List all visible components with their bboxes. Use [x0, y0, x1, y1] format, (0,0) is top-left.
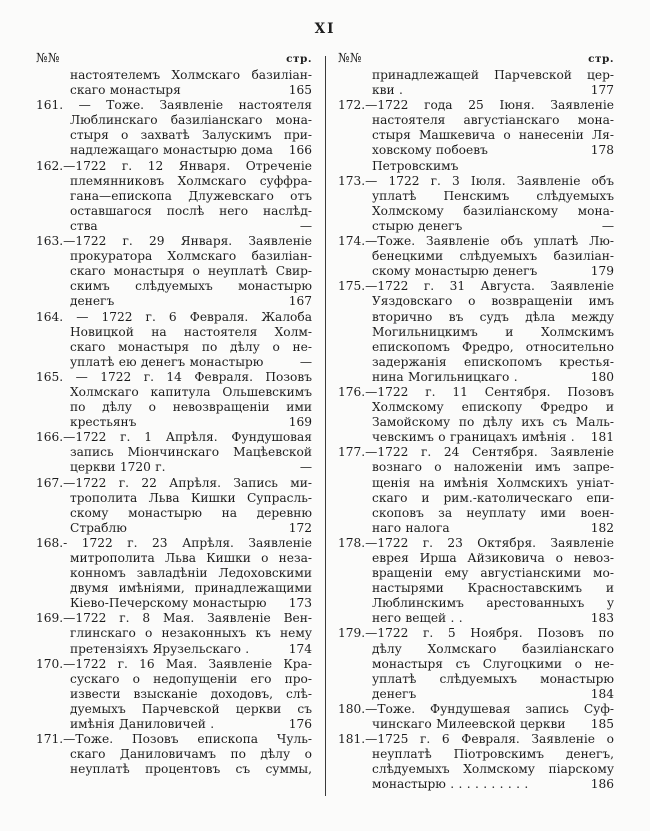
- toc-page-number: 180: [590, 369, 614, 384]
- toc-line-text: кви .: [372, 83, 403, 98]
- toc-page-number: 181: [590, 430, 614, 445]
- toc-line: [338, 445, 614, 460]
- toc-line-text: скоповъ за неуплату ими воен-: [372, 505, 614, 520]
- toc-line: [372, 325, 614, 340]
- toc-line-text: 177.—1722 г. 24 Сентября. Заявленіе: [338, 445, 614, 460]
- toc-page-number: 183: [590, 611, 614, 626]
- column-header-num: №№: [338, 50, 362, 65]
- toc-line-text: Холмскому базиліанскому мона-: [372, 203, 614, 218]
- toc-line-text: еврея Ирша Айзиковича о невоз-: [372, 551, 614, 565]
- toc-line: [70, 68, 312, 83]
- toc-line: [36, 310, 312, 325]
- toc-line-text: скаго монастыря по дѣлу о не-: [70, 339, 312, 354]
- toc-line-text: задержанія епископомъ крестья-: [372, 354, 614, 369]
- toc-page-number: 172: [288, 520, 312, 535]
- toc-line: [372, 355, 614, 370]
- toc-line-text: настоятелемъ Холмскаго базиліан-: [70, 68, 312, 82]
- toc-line: [372, 430, 614, 445]
- toc-line-text: надлежащаго монастырю дома: [70, 143, 273, 158]
- toc-line-text: стырю денегъ: [372, 218, 463, 233]
- toc-page-number: —: [299, 460, 312, 475]
- toc-line: [36, 476, 312, 491]
- toc-line-text: 181.—1725 г. 6 Февраля. Заявленіе о: [338, 732, 614, 747]
- toc-line-text: скимъ слѣдуемыхъ монастырю: [70, 279, 312, 294]
- toc-line: [70, 340, 312, 355]
- toc-line-text: 169.—1722 г. 8 Мая. Заявленіе Вен-: [36, 611, 312, 626]
- toc-line-text: Могильницкимъ и Холмскимъ: [372, 324, 614, 339]
- toc-line-text: 166.—1722 г. 1 Апрѣля. Фундушовая: [36, 430, 312, 445]
- toc-entry-continuation: [338, 68, 614, 98]
- toc-line-text: епископомъ Фредро, относительно: [372, 339, 614, 354]
- toc-column-left: [36, 50, 312, 793]
- toc-line-text: скаго и рим.-католическаго епи-: [372, 490, 614, 505]
- toc-line-text: вращеніи ему августіанскими мо-: [372, 566, 614, 581]
- toc-line-text: претензіяхъ Ярузельскаго .: [70, 641, 250, 656]
- toc-line: [70, 415, 312, 430]
- column-divider: [325, 56, 326, 796]
- toc-entry: [36, 98, 312, 158]
- toc-line: [338, 234, 614, 249]
- toc-line-text: настоятеля августіанскаго мона-: [372, 113, 614, 128]
- toc-entries-right: [338, 68, 614, 793]
- toc-line: [372, 143, 614, 173]
- toc-entry: [36, 234, 312, 309]
- toc-entry: [338, 98, 614, 173]
- toc-line-text: 163.—1722 г. 29 Января. Заявленіе: [36, 234, 312, 249]
- column-header-num: №№: [36, 50, 60, 65]
- toc-line: [372, 581, 614, 596]
- toc-line: [70, 325, 312, 340]
- toc-line: [372, 566, 614, 581]
- toc-line: [70, 762, 312, 777]
- toc-line-text: 161. — Тоже. Заявленіе настоятеля: [36, 98, 312, 113]
- toc-line: [372, 68, 614, 83]
- toc-page-number: —: [601, 218, 614, 233]
- toc-line-text: 175.—1722 г. 31 Августа. Заявленіе: [338, 279, 614, 294]
- toc-line-text: церкви 1720 г.: [70, 460, 166, 475]
- toc-line-text: принадлежащей Парчевской цер-: [372, 68, 614, 82]
- toc-line: [372, 521, 614, 536]
- toc-entry: [338, 445, 614, 536]
- toc-line: [36, 430, 312, 445]
- toc-line-text: двумя имѣніями, принадлежащими: [70, 581, 312, 596]
- toc-line: [372, 204, 614, 219]
- column-header: [36, 50, 312, 66]
- toc-line-text: настырями Красноставскимъ и: [372, 581, 614, 596]
- toc-line: [36, 98, 312, 113]
- toc-line-text: 174.—Тоже. Заявленіе объ уплатѣ Лю-: [338, 234, 614, 249]
- toc-page-number: 179: [590, 264, 614, 279]
- column-header-page: стр.: [588, 53, 614, 65]
- toc-line-text: племянниковъ Холмскаго суффра-: [70, 173, 312, 188]
- toc-line: [372, 657, 614, 672]
- toc-line-text: 171.—Тоже. Позовъ епископа Чуль-: [36, 732, 312, 747]
- toc-entry: [338, 732, 614, 792]
- toc-column-right: [338, 50, 614, 793]
- toc-line-text: Холмскаго капитула Ольшевскимъ: [70, 384, 312, 399]
- toc-line: [372, 189, 614, 204]
- toc-line: [70, 143, 312, 158]
- toc-line: [372, 264, 614, 279]
- toc-line: [70, 521, 312, 536]
- toc-line: [70, 460, 312, 475]
- toc-line: [36, 732, 312, 747]
- toc-line-text: гана—епископа Длужевскаго отъ: [70, 188, 312, 203]
- toc-line: [372, 340, 614, 355]
- toc-entry: [36, 430, 312, 475]
- toc-line-text: уплатѣ слѣдуемыхъ монастырю: [372, 671, 614, 686]
- toc-entry: [36, 657, 312, 732]
- toc-line-text: нина Могильницкаго .: [372, 369, 518, 384]
- toc-line-text: ства: [70, 218, 98, 233]
- toc-line-text: бенецкими слѣдуемыхъ базиліан-: [372, 249, 614, 264]
- toc-page-number: 185: [590, 717, 614, 732]
- toc-line-text: запись Міончинскаго Мацѣевской: [70, 445, 312, 460]
- toc-entry: [36, 370, 312, 430]
- toc-line: [70, 717, 312, 732]
- toc-line-text: 180.—Тоже. Фундушевая запись Суф-: [338, 701, 614, 716]
- toc-line: [372, 611, 614, 626]
- toc-line-text: щенія на имѣнія Холмскихъ уніат-: [372, 475, 614, 490]
- toc-entry: [36, 310, 312, 370]
- toc-line: [372, 294, 614, 309]
- toc-line: [70, 596, 312, 611]
- toc-page-number: —: [299, 218, 312, 233]
- toc-line: [70, 642, 312, 657]
- toc-line: [70, 687, 312, 702]
- toc-line: [70, 702, 312, 717]
- toc-line: [70, 174, 312, 189]
- toc-entry: [338, 174, 614, 234]
- toc-line: [70, 204, 312, 219]
- toc-line-text: митрополита Льва Кишки о неза-: [70, 551, 312, 565]
- toc-entry: [338, 385, 614, 445]
- toc-line: [338, 174, 614, 189]
- toc-entry: [36, 611, 312, 656]
- toc-page-number: 178: [590, 143, 614, 158]
- toc-line: [70, 747, 312, 762]
- page-number-folio: XI: [314, 21, 336, 37]
- toc-line: [338, 279, 614, 294]
- toc-line: [70, 83, 312, 98]
- toc-line: [36, 234, 312, 249]
- toc-line: [70, 445, 312, 460]
- toc-line-text: скаго монастыря: [70, 83, 181, 98]
- toc-line: [338, 98, 614, 113]
- toc-line: [372, 415, 614, 430]
- toc-line-text: 173.— 1722 г. 3 Іюля. Заявленіе объ: [338, 173, 614, 188]
- toc-line-text: Люблинскимъ арестованныхъ у: [372, 596, 614, 611]
- toc-line-text: вознаго о наложеніи имъ запре-: [372, 460, 614, 475]
- toc-page-number: 173: [288, 596, 312, 611]
- toc-line-text: неуплатѣ процентовъ съ суммы,: [70, 762, 312, 777]
- toc-line: [338, 536, 614, 551]
- toc-line-text: скаго монастыря о неуплатѣ Свир-: [70, 264, 312, 279]
- toc-page-number: 176: [288, 717, 312, 732]
- toc-line: [70, 249, 312, 264]
- toc-line: [372, 219, 614, 234]
- toc-line-text: уплатѣ Пенскимъ слѣдуемыхъ: [372, 188, 614, 203]
- toc-line: [36, 370, 312, 385]
- toc-line-text: денегъ: [372, 686, 417, 701]
- toc-line: [372, 491, 614, 506]
- toc-line-text: извести взысканіе доходовъ, слѣ-: [70, 686, 312, 701]
- toc-line: [338, 732, 614, 747]
- toc-line-text: крестьянъ: [70, 415, 137, 430]
- toc-line-text: ховскому побоевъ Петровскимъ: [372, 143, 488, 173]
- toc-line-text: 165. — 1722 г. 14 Февраля. Позовъ: [36, 369, 312, 384]
- toc-line-text: скому монастырю на деревню: [70, 505, 312, 520]
- toc-page-number: 169: [288, 415, 312, 430]
- toc-line-text: скаго Даниловичамъ по дѣлу о: [70, 747, 312, 762]
- toc-page-number: —: [299, 354, 312, 369]
- toc-entry: [36, 536, 312, 611]
- toc-line: [338, 385, 614, 400]
- toc-line: [338, 626, 614, 641]
- toc-line: [372, 642, 614, 657]
- toc-line-text: оставшагося послѣ него наслѣд-: [70, 203, 312, 218]
- toc-line-text: монастыря съ Слугоцкими о не-: [372, 656, 614, 671]
- column-header: [338, 50, 614, 66]
- toc-line: [372, 551, 614, 566]
- toc-line-text: дуемыхъ Парчевской церкви съ: [70, 701, 312, 716]
- toc-line-text: вторично въ судъ дѣла между: [372, 309, 614, 324]
- toc-entries-left: [36, 68, 312, 777]
- toc-line-text: денегъ: [70, 294, 115, 309]
- toc-line-text: Люблинскаго базиліанскаго мона-: [70, 113, 312, 128]
- toc-line-text: Страблю: [70, 520, 127, 535]
- toc-line-text: скому монастырю денегъ: [372, 264, 538, 279]
- toc-entry: [338, 626, 614, 701]
- toc-line: [70, 672, 312, 687]
- toc-line-text: него вещей . .: [372, 611, 463, 626]
- toc-line: [70, 113, 312, 128]
- toc-entry: [338, 702, 614, 732]
- toc-line-text: прокуратора Холмскаго базиліан-: [70, 249, 312, 264]
- toc-page-number: 186: [590, 777, 614, 792]
- toc-line: [372, 596, 614, 611]
- toc-line: [70, 506, 312, 521]
- toc-line-text: 167.—1722 г. 22 Апрѣля. Запись ми-: [36, 475, 312, 490]
- toc-line-text: 179.—1722 г. 5 Ноября. Позовъ по: [338, 626, 614, 641]
- toc-line-text: глинскаго о незаконныхъ къ нему: [70, 626, 312, 641]
- toc-line: [372, 113, 614, 128]
- toc-line: [70, 400, 312, 415]
- toc-line: [70, 626, 312, 641]
- toc-line: [70, 264, 312, 279]
- toc-line-text: чинскаго Милеевской церкви: [372, 717, 566, 732]
- toc-line-text: 176.—1722 г. 11 Сентября. Позовъ: [338, 384, 614, 399]
- toc-line: [70, 279, 312, 294]
- toc-line: [372, 687, 614, 702]
- toc-line-text: конномъ завладѣніи Ледоховскими: [70, 566, 312, 581]
- toc-line-text: 164. — 1722 г. 6 Февраля. Жалоба: [36, 309, 312, 324]
- toc-line: [372, 128, 614, 143]
- toc-line: [70, 294, 312, 309]
- toc-line: [372, 717, 614, 732]
- toc-line: [36, 536, 312, 551]
- toc-line-text: слѣдуемыхъ Холмскому піарскому: [372, 762, 614, 777]
- toc-line: [338, 702, 614, 717]
- toc-line: [372, 476, 614, 491]
- toc-line: [36, 611, 312, 626]
- toc-page-number: 184: [590, 686, 614, 701]
- toc-line: [372, 370, 614, 385]
- column-header-page: стр.: [286, 53, 312, 65]
- toc-line: [372, 747, 614, 762]
- toc-entry: [338, 234, 614, 279]
- toc-entry-continuation: [36, 68, 312, 98]
- toc-line-text: сускаго о недопущеніи его про-: [70, 671, 312, 686]
- toc-line-text: 178.—1722 г. 23 Октября. Заявленіе: [338, 535, 614, 550]
- toc-line: [70, 355, 312, 370]
- toc-page-number: 165: [288, 83, 312, 98]
- toc-page-number: 182: [590, 520, 614, 535]
- toc-line-text: 162.—1722 г. 12 Января. Отреченіе: [36, 158, 312, 173]
- toc-line-text: 170.—1722 г. 16 Мая. Заявленіе Кра-: [36, 656, 312, 671]
- toc-line: [70, 581, 312, 596]
- toc-line: [372, 672, 614, 687]
- toc-line: [372, 777, 614, 792]
- toc-line-text: уплатѣ ею денегъ монастырю: [70, 354, 264, 369]
- toc-entry: [36, 476, 312, 536]
- toc-entry: [338, 279, 614, 385]
- toc-line-text: трополита Льва Кишки Супрасль-: [70, 490, 312, 505]
- toc-line-text: Холмскому епископу Фредро и: [372, 400, 614, 415]
- toc-line-text: дѣлу Холмскаго базиліанскаго: [372, 641, 614, 656]
- toc-line: [372, 460, 614, 475]
- toc-page-number: 166: [288, 143, 312, 158]
- toc-line: [372, 249, 614, 264]
- toc-page-number: 167: [288, 294, 312, 309]
- toc-line-text: Новицкой на настоятеля Холм-: [70, 324, 312, 339]
- toc-line-text: чевскимъ о границахъ имѣнія .: [372, 430, 575, 445]
- toc-line: [70, 189, 312, 204]
- toc-line-text: монастырю . . . . . . . . . .: [372, 777, 529, 792]
- toc-line: [70, 128, 312, 143]
- toc-line: [372, 762, 614, 777]
- toc-entry: [36, 732, 312, 777]
- toc-line-text: имѣнія Даниловичей .: [70, 717, 215, 732]
- toc-line-text: стыря Машкевича о нанесеніи Ля-: [372, 128, 614, 143]
- toc-line: [70, 551, 312, 566]
- toc-line-text: Уяздовскаго о возвращеніи имъ: [372, 294, 614, 309]
- toc-line: [372, 506, 614, 521]
- toc-line: [36, 159, 312, 174]
- toc-line-text: 168.- 1722 г. 23 Апрѣля. Заявленіе: [36, 535, 312, 550]
- toc-line-text: наго налога: [372, 520, 450, 535]
- toc-line-text: по дѣлу о невозвращеніи ими: [70, 400, 312, 415]
- toc-line-text: Замойскому по дѣлу ихъ съ Маль-: [372, 415, 614, 430]
- toc-line-text: стыря о захватѣ Залускимъ при-: [70, 128, 312, 143]
- toc-line: [372, 400, 614, 415]
- toc-page-number: 177: [590, 83, 614, 98]
- toc-line-text: Кіево-Печерскому монастырю: [70, 596, 267, 611]
- toc-line: [372, 83, 614, 98]
- toc-line: [70, 219, 312, 234]
- toc-line: [36, 657, 312, 672]
- toc-line-text: неуплатѣ Піотровскимъ денегъ,: [372, 747, 614, 762]
- toc-entry: [36, 159, 312, 234]
- toc-entry: [338, 536, 614, 627]
- toc-line: [70, 385, 312, 400]
- toc-line-text: 172.—1722 года 25 Іюня. Заявленіе: [338, 98, 614, 113]
- toc-line: [372, 310, 614, 325]
- toc-line: [70, 566, 312, 581]
- toc-line: [70, 491, 312, 506]
- toc-page-number: 174: [288, 641, 312, 656]
